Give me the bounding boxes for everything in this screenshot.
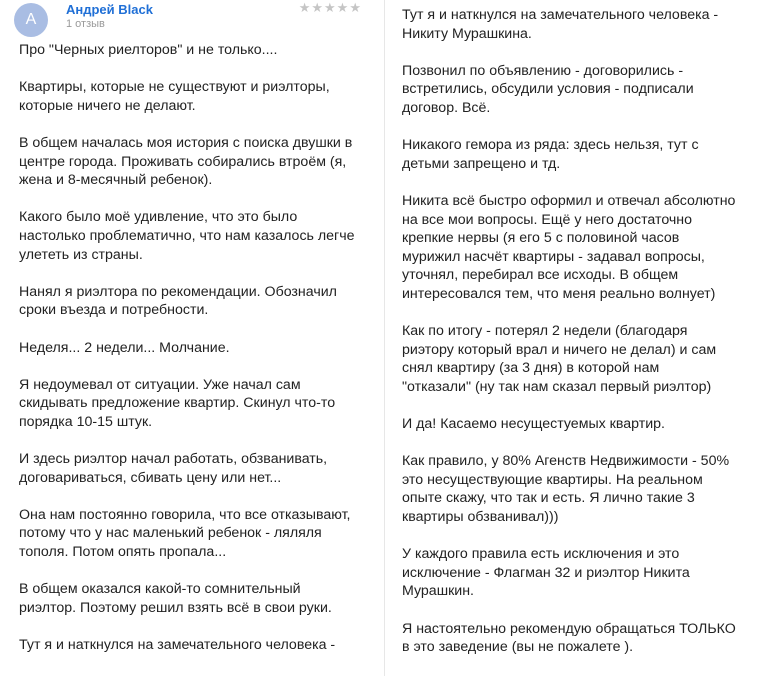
author-name-link[interactable]: Андрей Black: [66, 2, 153, 17]
review-header: [14, 0, 370, 34]
avatar[interactable]: А: [14, 3, 48, 37]
review-text-part-2: Тут я и наткнулся на замечательного человека - Никиту Мурашкина. Позвонил по объявлению - договорились - встретились, обсудили условия - подписали договор. Всё. Никакого гемора из ряда: здесь нельзя, тут с детьми запрещено и тд. Никита всё быстро оформил и отвечал абсолютно на все мои вопросы. Ещё у него достаточно крепкие нервы (я его 5 с половиной часов мурижил насчёт квартиры - задавал вопросы, уточнял, перебирал все исходы. В общем интересовался тем, что меня реально волнует) Как по итогу - потерял 2 недели (благодаря риэтору который врал и ничего не делал) и сам снял квартиру (за 3 дня) в которой нам "отказали" (ну так нам сказал первый риэлтор) И да! Касаемо несущестуемых квартир. Как правило, у 80% Агенств Недвижимости - 50% это несуществующие квартиры. На реальном опыте скажу, что так и есть. Я лично такие 3 квартиры обзванивал))) У каждого правила есть исключения и это исключение - Флагман 32 и риэлтор Никита Мурашкин. Я настоятельно рекомендую обращаться ТОЛЬКО в это заведение (вы не пожалете ).: [402, 7, 736, 656]
review-right-column: [385, 0, 768, 676]
rating-stars-icon: ★★★★★: [298, 0, 362, 15]
review-count: 1 отзыв: [66, 18, 105, 30]
review-text-part-1: Про "Черных риелторов" и не только.... Квартиры, которые не существуют и риэлторы, которые ничего не делают. В общем началась моя история с поиска двушки в центре города. Проживать собирались втроём (я, жена и 8-месячный ребенок). Какого было моё удивление, что это было настолько проблематично, что нам казалось легче улететь из страны. Нанял я риэлтора по рекомендации. Обозначил сроки въезда и потребности. Неделя... 2 недели... Молчание. Я недоумевал от ситуации. Уже начал сам скидывать предложение квартир. Скинул что-то порядка 10-15 штук. И здесь риэлтор начал работать, обзванивать, договариваться, сбивать цену или нет... Она нам постоянно говорила, что все отказывают, потому что у нас маленький ребенок - ляляля тополя. Потом опять пропала... В общем оказался какой-то сомнительный риэлтор. Поэтому решил взять всё в свои руки. Тут я и наткнулся на замечательного человека -: [19, 42, 355, 653]
